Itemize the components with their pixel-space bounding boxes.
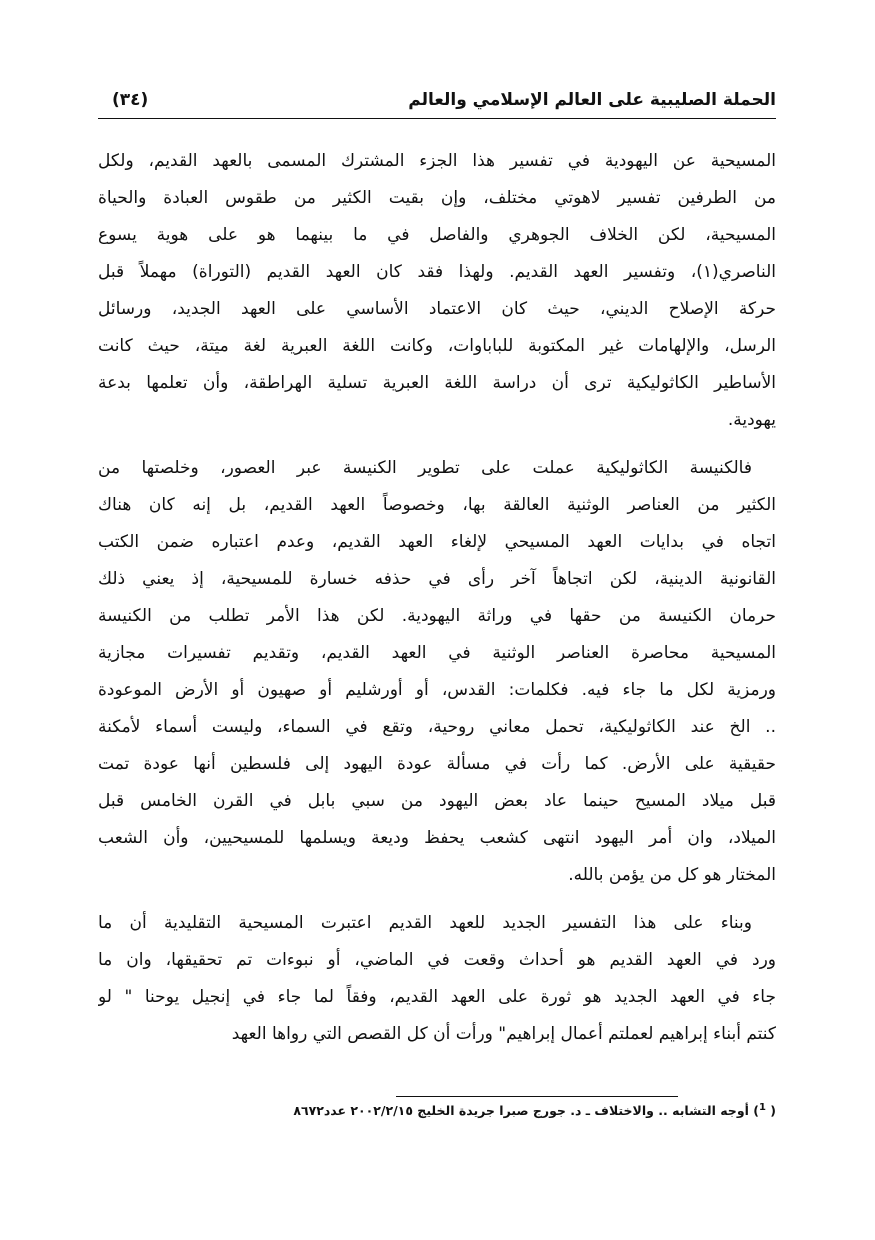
text-line: ورد في العهد القديم هو أحداث وقعت في الماضي، أو نبوءات تم تحقيقها، وان ما (98, 950, 776, 970)
text-line: كنتم أبناء إبراهيم لعملتم أعمال إبراهيم" ورأت أن كل القصص التي رواها العهد (231, 1024, 776, 1044)
footnote-text: أوجه التشابه .. والاختلاف ـ د. جورج صبرا جريدة الخليج ٢٠٠٢/٢/١٥ عدد٨٦٧٢ (293, 1103, 749, 1119)
text-line: اتجاه في بدايات العهد المسيحي لإلغاء العهد القديم، وعدم اعتباره ضمن الكتب (98, 532, 776, 552)
paragraph (98, 905, 776, 1053)
text-line: الأساطير الكاثوليكية ترى أن دراسة اللغة العبرية تسلية الهراطقة، وأن تعلمها بدعة (98, 373, 776, 393)
text-line: الميلاد، وان أمر اليهود انتهى كشعب يحفظ وديعة ويسلمها للمسيحيين، وأن الشعب (98, 828, 776, 848)
text-line: المسيحية، لكن الخلاف الجوهري والفاصل في ما بينهما هو على هوية يسوع (98, 225, 776, 245)
footnote-rule (396, 1096, 678, 1097)
text-line: جاء في العهد الجديد هو ثورة على العهد القديم، وفقاً لما جاء في إنجيل يوحنا " لو (98, 987, 776, 1007)
text-line: حرمان الكنيسة من حقها في وراثة اليهودية. لكن هذا الأمر تطلب من الكنيسة (98, 606, 776, 626)
text-line: فالكنيسة الكاثوليكية عملت على تطوير الكنيسة عبر العصور، وخلصتها من (98, 458, 752, 478)
text-line: حقيقية على الأرض. كما رأت في مسألة عودة اليهود إلى فلسطين أنها عودة تمت (98, 754, 776, 774)
footnote-marker: 1 (758, 1102, 766, 1113)
text-line: الناصري(١)، وتفسير العهد القديم. ولهذا فقد كان العهد القديم (التوراة) مهملاً قبل (98, 262, 776, 282)
text-line: .. الخ عند الكاثوليكية، تحمل معاني روحية، وتقع في السماء، وليست أسماء لأمكنة (98, 717, 776, 737)
text-line: وبناء على هذا التفسير الجديد للعهد القديم اعتبرت المسيحية التقليدية أن ما (98, 913, 752, 933)
text-line: حركة الإصلاح الديني، حيث كان الاعتماد الأساسي على العهد الجديد، ورسائل (98, 299, 776, 319)
text-line: القانونية الدينية، لكن اتجاهاً آخر رأى في حذفه خسارة للمسيحية، إذ يعني ذلك (98, 569, 776, 589)
text-line: من الطرفين تفسير لاهوتي مختلف، وإن بقيت الكثير من طقوس العبادة والحياة (98, 188, 776, 208)
page-number: (٣٤) (112, 90, 149, 110)
paragraph (98, 143, 776, 439)
footnote: ( $^1$) أوجه التشابه .. والاختلاف ـ د. جورج صبرا جريدة الخليج ٢٠٠٢/٢/١٥ عدد٨٦٧٢ (293, 1102, 776, 1119)
text-line: المسيحية عن اليهودية في تفسير هذا الجزء المشترك المسمى بالعهد القديم، ولكل (98, 151, 776, 171)
paragraph (98, 450, 776, 894)
text-line: المسيحية محاصرة العناصر الوثنية في العهد القديم، وتقديم تفسيرات مجازية (98, 643, 776, 663)
text-line: ورمزية لكل ما جاء فيه. فكلمات: القدس، أو أورشليم أو صهيون أو الأرض الموعودة (98, 680, 776, 700)
text-line: المختار هو كل من يؤمن بالله. (568, 865, 776, 885)
text-line: قبل ميلاد المسيح حينما عاد بعض اليهود من سبي بابل في القرن الخامس قبل (98, 791, 776, 811)
text-line: يهودية. (727, 410, 776, 430)
text-line: الرسل، والإلهامات غير المكتوبة للباباوات، وكانت اللغة العبرية لغة ميتة، حيث كانت (98, 336, 776, 356)
header-title: الحملة الصليبية على العالم الإسلامي والعالم (408, 90, 776, 110)
text-line: الكثير من العناصر الوثنية العالقة بها، وخصوصاً العهد القديم، بل إنه كان هناك (98, 495, 776, 515)
header-rule (98, 118, 776, 119)
running-header (98, 86, 776, 116)
body-text (98, 143, 776, 1064)
